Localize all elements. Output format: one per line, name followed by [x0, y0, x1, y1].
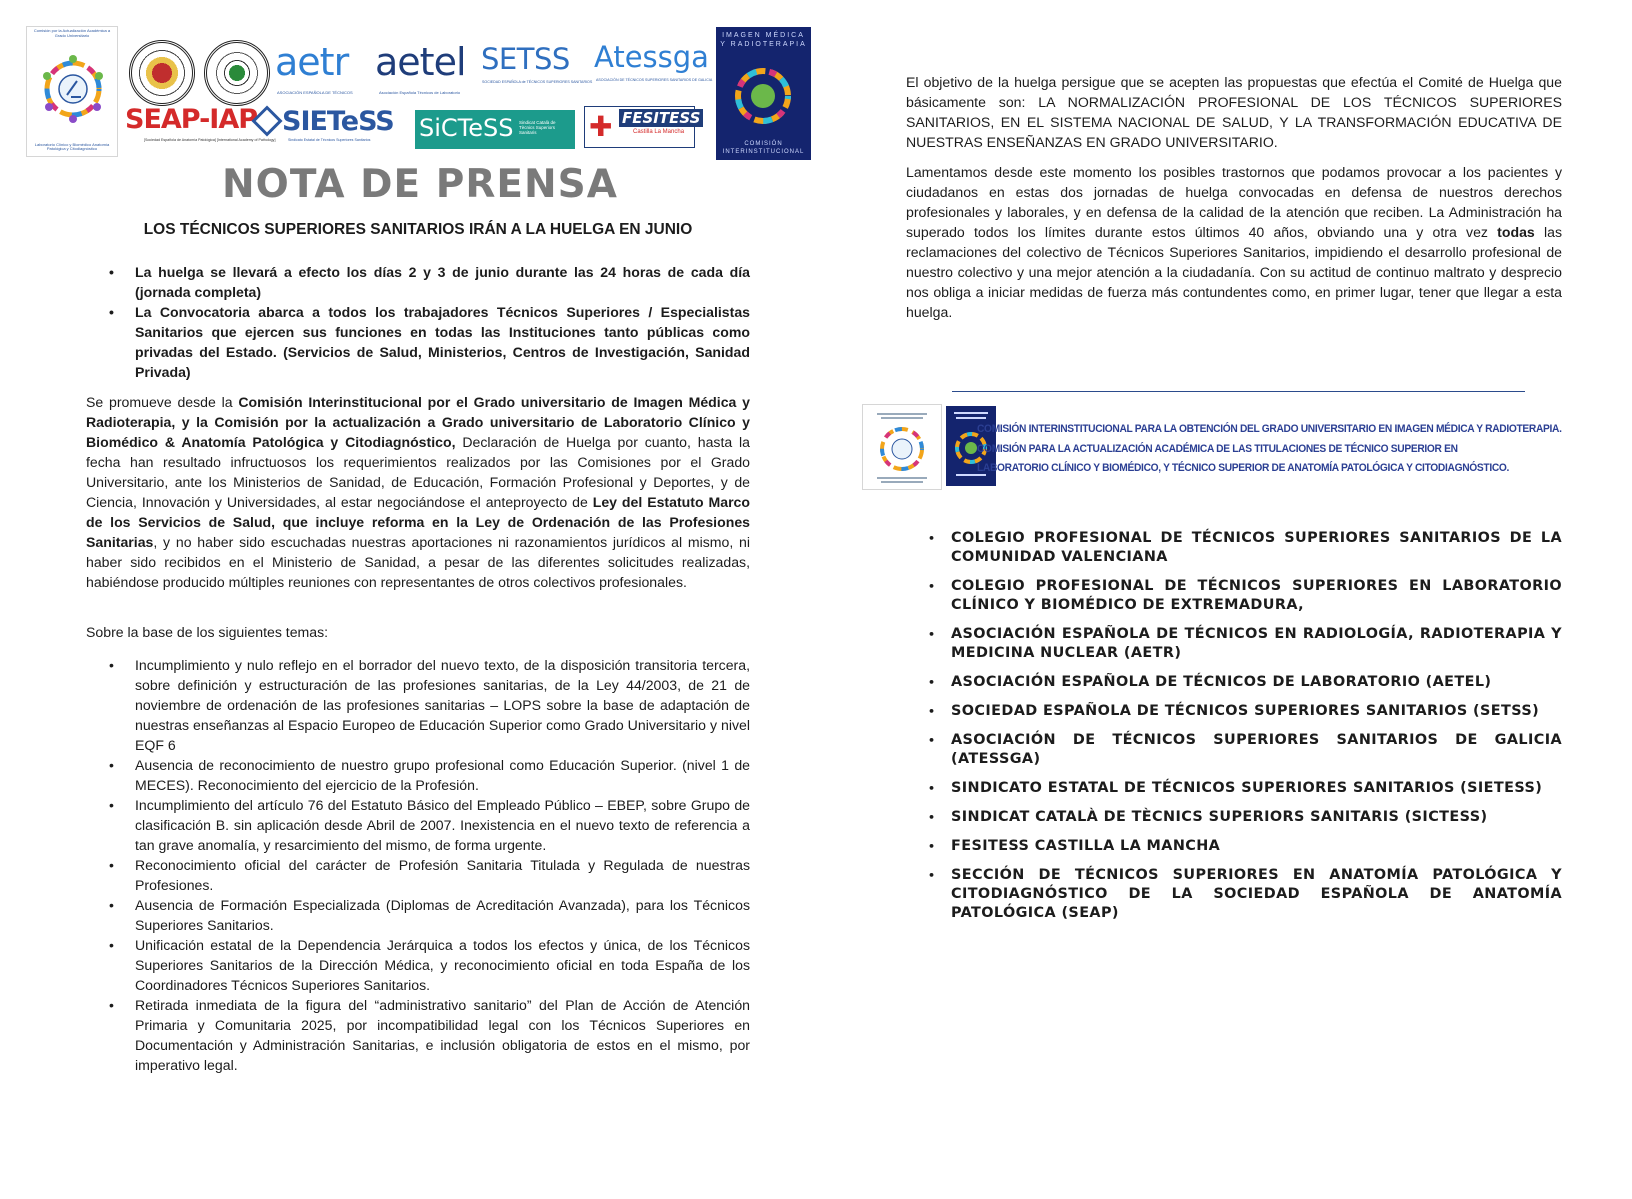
- commission-line: COMISIÓN PARA LA ACTUALIZACIÓN ACADÉMICA DE LAS TITULACIONES DE TÉCNICO SUPERIOR EN: [977, 442, 1458, 455]
- organization-item: • COLEGIO PROFESIONAL DE TÉCNICOS SUPERIORES SANITARIOS DE LA COMUNIDAD VALENCIANA: [906, 529, 1562, 567]
- organization-item: • ASOCIACIÓN ESPAÑOLA DE TÉCNICOS DE LABORATORIO (AETEL): [906, 673, 1562, 692]
- intro-text: Declaración de Huelga por cuanto, hasta la fecha han resultado infructuosos los requerimientos realizados por las Comisiones por el Grado Universitario, ante los Ministerios de Sanidad, de Educación, Formación Profesional y Deportes, y de Ciencia, Innovación y Universidades, al estar negociándose el anteproyecto de: [86, 434, 751, 510]
- setss-logo-text: SETSS: [481, 42, 570, 76]
- topic-item: • Unificación estatal de la Dependencia Jerárquica a todos los efectos y única, de los Técnicos Superiores Sanitarios de la Dirección Médica, y reconocimiento oficial en toda España de los Coordinadores Técnicos Superiores Sanitarios.: [86, 935, 750, 995]
- aetel-logo-subtitle: Asociación Española Técnicos de Laboratorio: [379, 90, 461, 95]
- topic-item: • Reconocimiento oficial del carácter de Profesión Sanitaria Titulada y Regulada de nuestras Profesiones.: [86, 855, 750, 895]
- apology-bold-text: todas: [1497, 224, 1535, 240]
- organization-item: • SOCIEDAD ESPAÑOLA DE TÉCNICOS SUPERIORES SANITARIOS (SETSS): [906, 702, 1562, 721]
- sietess-logo-subtitle: Sindicato Estatal de Técnicos Superiores Sanitarios: [288, 138, 371, 142]
- aetel-logo-text: aetel: [375, 40, 466, 84]
- seap-iap-logo-subtitle: [Sociedad Española de Anatomía Patológica] [International Academy of Pathology]: [144, 138, 276, 142]
- intro-bold-text: Comisión Interinstitucional por el Grado universitario de Imagen Médica y Radioterapia, y la Comisión por la actualización a Grado universitario de Laboratorio Clínico y Biomédico & Anatomía Patológica y Citodiagnóstico,: [86, 394, 750, 450]
- comision-logo-top-text: Comisión por la Actualización Académica a Grado Universitario: [33, 28, 111, 38]
- objective-paragraph: El objetivo de la huelga persigue que se acepten las propuestas que efectúa el Comité de Huelga que básicamente son: LA NORMALIZACIÓN PROFESIONAL DE LOS TÉCNICOS SUPERIORES SANITARIOS, EN EL SISTEMA NACIONAL DE SALUD, Y LA TRANSFORMACIÓN EDUCATIVA DE NUESTRAS ENSEÑANZAS EN GRADO UNIVERSITARIO.: [906, 74, 1562, 150]
- organization-item: • SINDICATO ESTATAL DE TÉCNICOS SUPERIORES SANITARIOS (SIETESS): [906, 779, 1562, 798]
- atessga-logo-text: Atessga: [594, 40, 709, 74]
- header-logo-banner: [26, 26, 811, 161]
- topic-item: • Retirada inmediata de la figura del “administrativo sanitario” del Plan de Acción de Atención Primaria y Comunitaria 2025, por incompatibilidad legal con los Técnicos Superiores en Documentación y Administración Sanitarias, e inclusión obligatoria de estos en el mismo, por imperativo legal.: [86, 995, 750, 1075]
- section-divider: [952, 391, 1525, 392]
- aetr-logo-text: aetr: [275, 40, 349, 84]
- key-point: • La Convocatoria abarca a todos los trabajadores Técnicos Superiores / Especialistas Sanitarios que ejercen sus funciones en todas las Instituciones tanto públicas como privadas del Estado. (Servicios de Salud, Ministerios, Centros de Investigación, Sanidad Privada): [86, 302, 750, 382]
- comision-logo-bottom-text: Laboratorio Clínico y Biomédico Anatomía Patológica y Citodiagnóstico: [34, 141, 110, 152]
- fesitess-cross-icon: ✚: [589, 110, 613, 143]
- page-subtitle: LOS TÉCNICOS SUPERIORES SANITARIOS IRÁN A LA HUELGA EN JUNIO: [143, 221, 693, 238]
- topics-intro: Sobre la base de los siguientes temas:: [86, 624, 329, 640]
- university-seal-1: [129, 40, 195, 106]
- sietess-logo-text: SIETeSS: [282, 106, 394, 137]
- intro-bold-text: Ley del Estatuto Marco de los Servicios de Salud, que incluye reforma en la Ley de Ordenación de las Profesiones Sanitarias: [86, 494, 750, 550]
- imagen-logo-top-text: IMAGEN MÉDICA Y RADIOTERAPIA: [720, 32, 807, 48]
- organization-item: • COLEGIO PROFESIONAL DE TÉCNICOS SUPERIORES EN LABORATORIO CLÍNICO Y BIOMÉDICO DE EXTREMADURA,: [906, 577, 1562, 615]
- organization-item: • SINDICAT CATALÀ DE TÈCNICS SUPERIORS SANITARIS (SICTESS): [906, 808, 1562, 827]
- fesitess-logo-subtitle: Castilla La Mancha: [633, 129, 685, 135]
- sictess-logo: [415, 110, 575, 149]
- topic-item: • Incumplimiento y nulo reflejo en el borrador del nuevo texto, de la disposición transitoria tercera, sobre definición y estructuración de las profesiones sanitarias, de la Ley 44/2003, de 21 de noviembre de ordenación de las profesiones sanitarias – LOPS sobre la base de adaptación de nuestras enseñanzas al Espacio Europeo de Educación Superior como Grado Universitario y nivel EQF 6: [86, 655, 750, 755]
- intro-paragraph: [86, 392, 750, 592]
- organization-item: • FESITESS CASTILLA LA MANCHA: [906, 837, 1562, 856]
- seap-iap-logo-text: SEAP-IAP: [125, 104, 258, 135]
- apology-paragraph: [906, 162, 1562, 322]
- topic-item: • Incumplimiento del artículo 76 del Estatuto Básico del Empleado Público – EBEP, sobre Grupo de clasificación B. sin aplicación desde Abril de 2007. Inexistencia en el nuevo texto de referencia a tan grave anomalía, y resarcimiento del mismo, de forma urgente.: [86, 795, 750, 855]
- commission-heading: [977, 420, 1562, 479]
- topics-list: [86, 655, 750, 1075]
- organizations-list: [906, 529, 1562, 933]
- topic-item: • Ausencia de Formación Especializada (Diplomas de Acreditación Avanzada), para los Técnicos Superiores Sanitarios.: [86, 895, 750, 935]
- imagen-medica-radioterapia-logo: [716, 27, 811, 160]
- sictess-logo-subtitle: Sindicat Català de Tècnics Superiors Sanitaris: [519, 120, 556, 135]
- setss-logo-subtitle: SOCIEDAD ESPAÑOLA de TÉCNICOS SUPERIORES SANITARIOS: [482, 80, 593, 84]
- imagen-wheel-icon: [716, 63, 811, 133]
- imagen-logo-bottom-text: COMISIÓN INTERINSTITUCIONAL: [722, 141, 805, 155]
- atessga-logo-subtitle: ASOCIACIÓN DE TÉCNICOS SUPERIORES SANITARIOS DE GALICIA: [596, 78, 713, 82]
- strike-key-points: [86, 262, 750, 382]
- organization-item: • SECCIÓN DE TÉCNICOS SUPERIORES EN ANATOMÍA PATOLÓGICA Y CITODIAGNÓSTICO DE LA SOCIEDAD ESPAÑOLA DE ANATOMÍA PATOLÓGICA (SEAP): [906, 866, 1562, 923]
- commission-line: LABORATORIO CLÍNICO Y BIOMÉDICO, Y TÉCNICO SUPERIOR DE ANATOMÍA PATOLÓGICA Y CITODIAGNÓSTICO.: [977, 462, 1510, 474]
- fesitess-logo-text: FESITESS: [619, 109, 703, 127]
- organization-item: • ASOCIACIÓN DE TÉCNICOS SUPERIORES SANITARIOS DE GALICIA (ATESSGA): [906, 731, 1562, 769]
- organization-item: • ASOCIACIÓN ESPAÑOLA DE TÉCNICOS EN RADIOLOGÍA, RADIOTERAPIA Y MEDICINA NUCLEAR (AETR): [906, 625, 1562, 663]
- university-seal-2: [204, 40, 270, 106]
- comision-small-wheel-icon: [863, 405, 941, 489]
- page-title: NOTA DE PRENSA: [222, 162, 618, 207]
- comision-grado-small-logo: [862, 404, 942, 490]
- fesitess-logo: [584, 106, 701, 148]
- comision-wheel-icon: [27, 49, 118, 129]
- intro-text: , y no haber sido escuchadas nuestras aportaciones ni razonamientos jurídicos al mismo, ni haber sido recibidos en el Ministerio de Sanidad, a pesar de las diferentes solicitudes realizadas, habiéndose producido múltiples reuniones con representantes de otros colectivos profesionales.: [86, 534, 750, 590]
- apology-text: las reclamaciones del colectivo de Técnicos Superiores Sanitarios, impidiendo el desarrollo profesional de nuestro colectivo y una mejor atención a la ciudadanía. Con su actitud de continuo maltrato y desprecio nos obliga a iniciar medidas de fuerza más contundentes como, en primer lugar, tener que llegar a esta huelga.: [906, 224, 1562, 320]
- sictess-logo-text: SiCTeSS: [419, 114, 514, 142]
- commission-line: COMISIÓN INTERINSTITUCIONAL PARA LA OBTENCIÓN DEL GRADO UNIVERSITARIO EN IMAGEN MÉDICA Y RADIOTERAPIA.: [977, 423, 1562, 435]
- comision-grado-logo: [26, 26, 118, 157]
- topic-item: • Ausencia de reconocimiento de nuestro grupo profesional como Educación Superior. (nivel 1 de MECES). Reconocimiento del ejercicio de la Profesión.: [86, 755, 750, 795]
- aetr-logo-subtitle: ASOCIACIÓN ESPAÑOLA DE TÉCNICOS: [277, 90, 353, 95]
- intro-text: Se promueve desde la: [86, 394, 239, 410]
- key-point: • La huelga se llevará a efecto los días 2 y 3 de junio durante las 24 horas de cada día (jornada completa): [86, 262, 750, 302]
- apology-text: Lamentamos desde este momento los posibles trastornos que podamos provocar a los pacientes y ciudadanos en estas dos jornadas de huelga convocadas en defensa de nuestros derechos profesionales y laborales, y en defensa de la calidad de la atención que reciben. La Administración ha superado todos los límites durante estos últimos 40 años, obviando una y otra vez: [906, 164, 1562, 240]
